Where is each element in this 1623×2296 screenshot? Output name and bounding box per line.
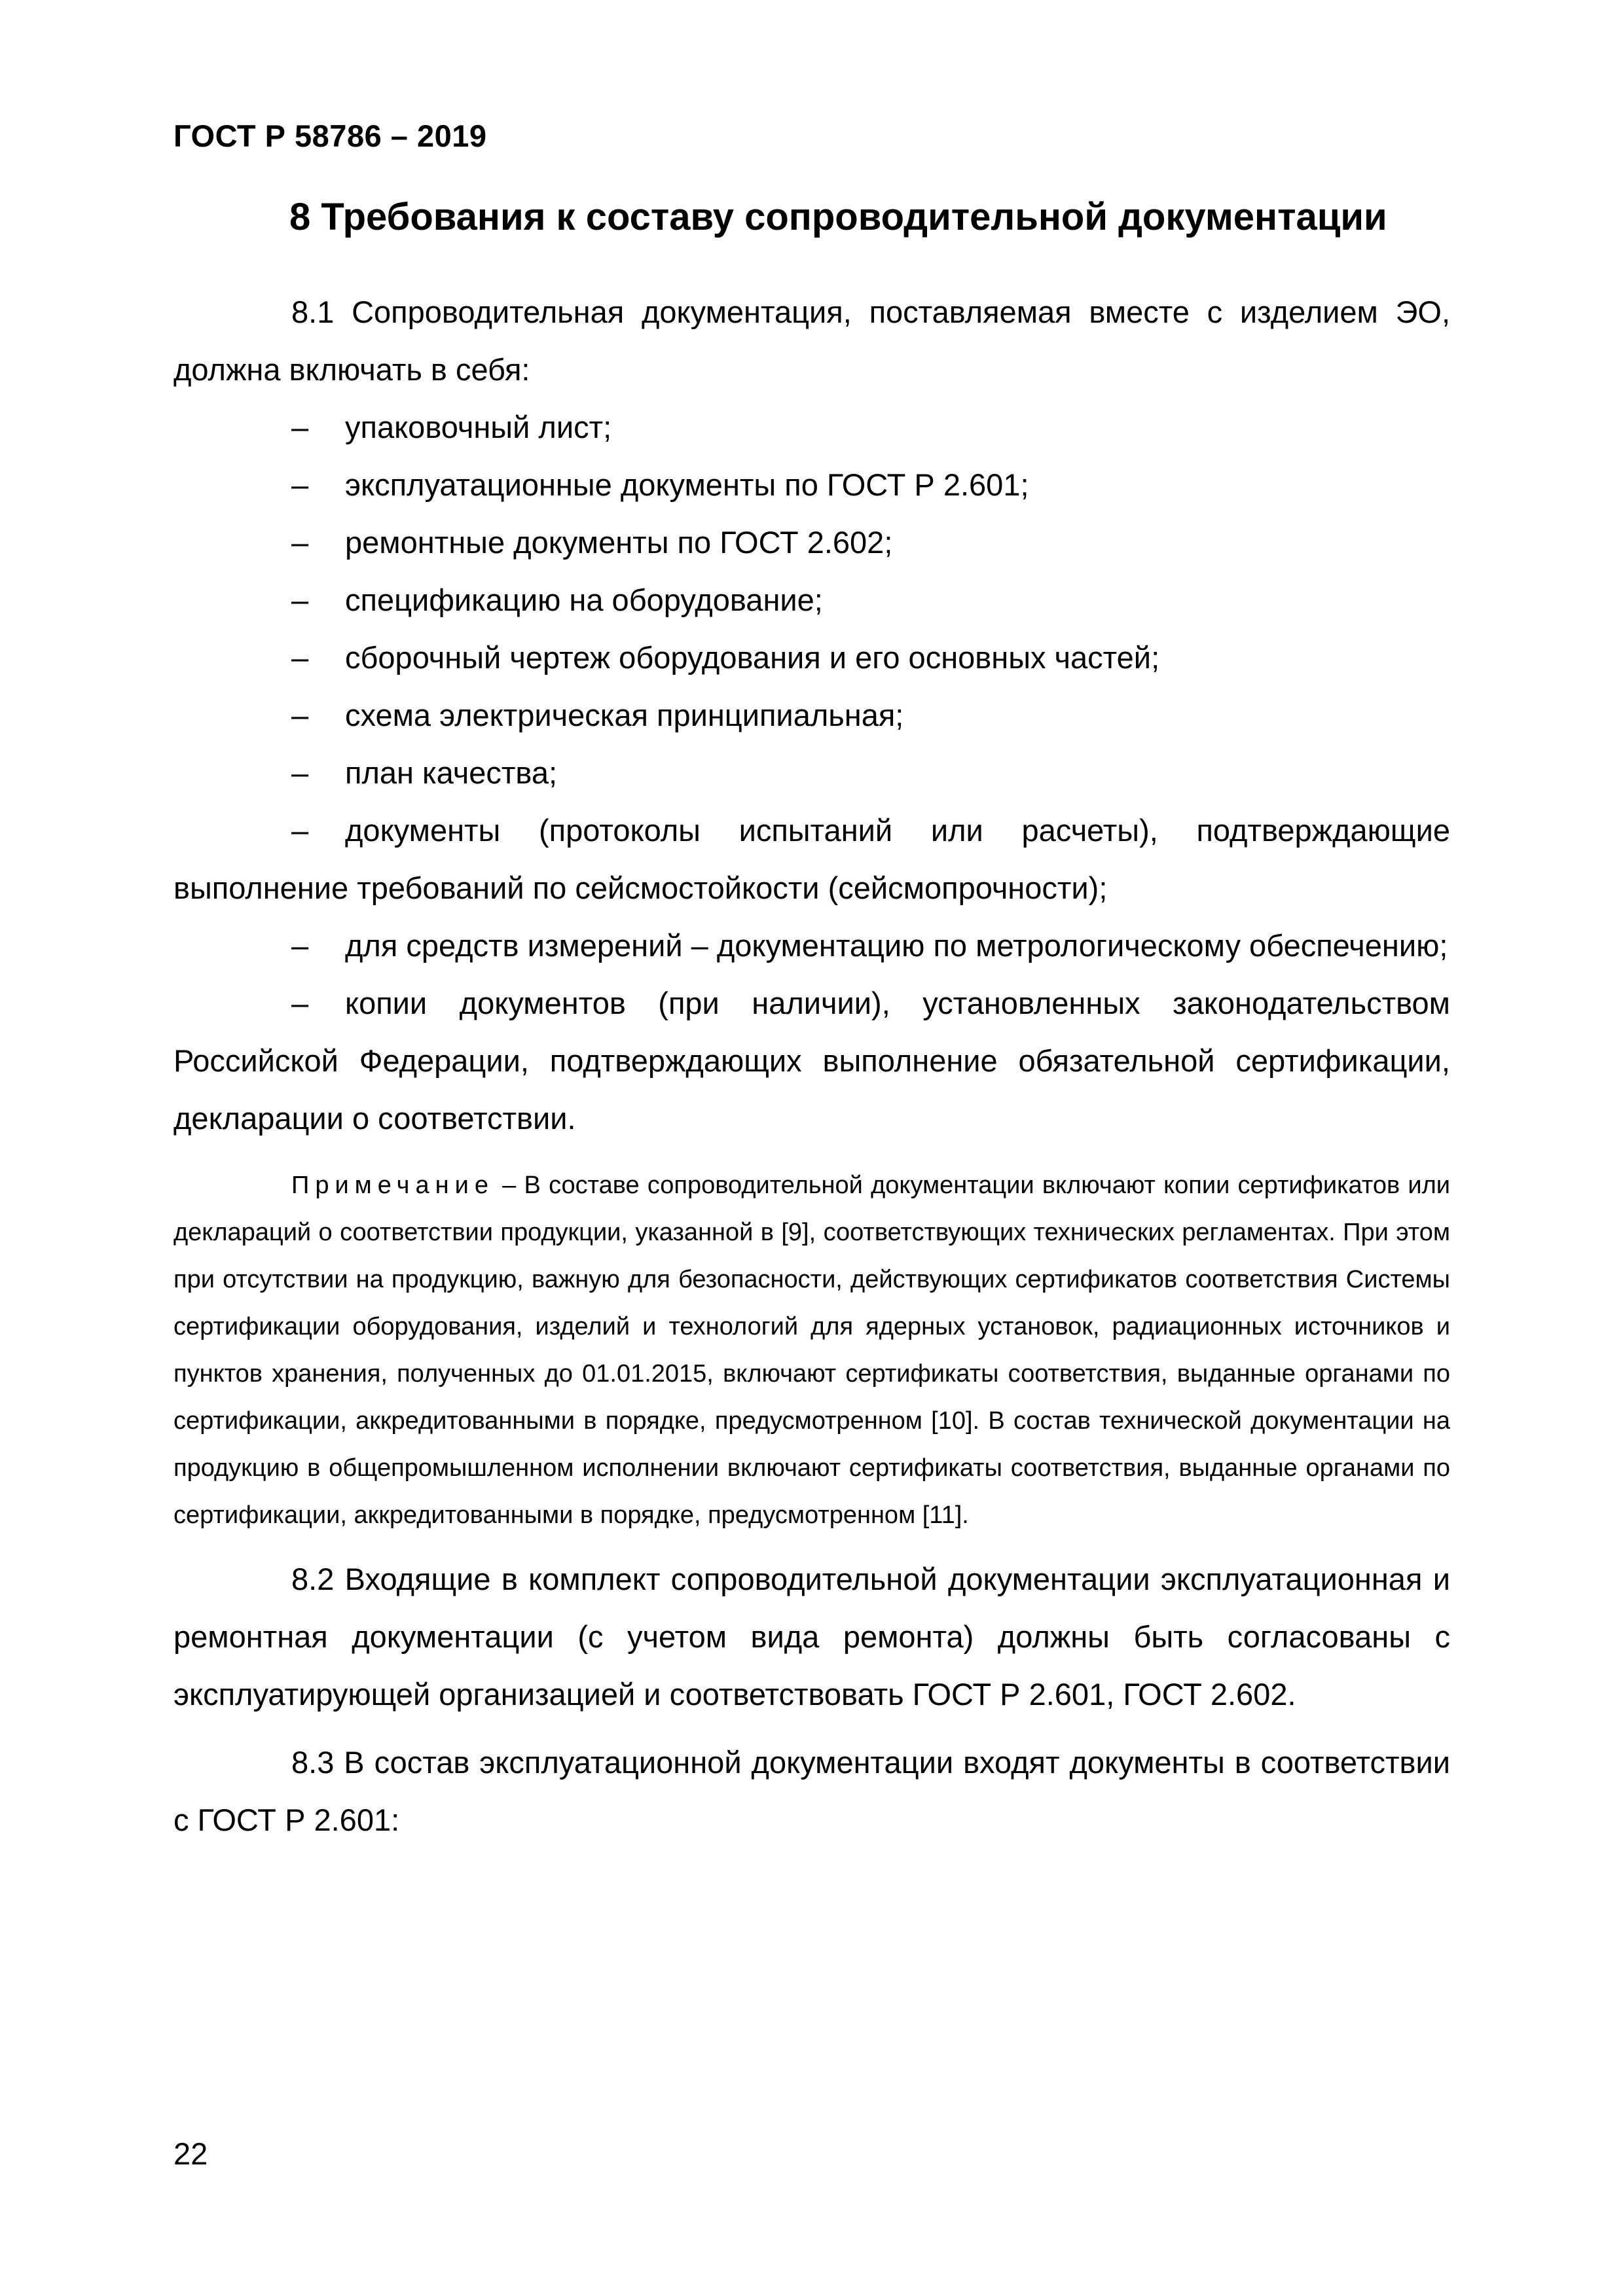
dash-bullet: – [291,986,309,1020]
list-item-text: схема электрическая принципиальная; [345,698,904,732]
document-header: ГОСТ Р 58786 – 2019 [173,118,487,153]
list-item [173,571,1450,629]
page-number: 22 [173,2136,208,2171]
list-item-text: документы (протоколы испытаний или расчеты), подтверждающие выполнение требований по сейсмостойкости (сейсмопрочности); [173,813,1450,905]
dash-bullet: – [291,640,309,675]
note-text: – В составе сопроводительной документации включают копии сертификатов или деклараций о соответствии продукции, указанной в [9], соответствующих технических регламентах. При этом при отсутствии на продукцию, важную для безопасности, действующих сертификатов соответствия Системы сертификации оборудования, изделий и технологий для ядерных установок, радиационных источников и пунктов хранения, полученных до 01.01.2015, включают сертификаты соответствия, выданные органами по сертификации, аккредитованными в порядке, предусмотренном [10]. В состав технической документации на продукцию в общепромышленном исполнении включают сертификаты соответствия, выданные органами по сертификации, аккредитованными в порядке, предусмотренном [11]. [173,1172,1450,1529]
list-item [173,629,1450,687]
list-item [173,399,1450,456]
dash-bullet: – [291,755,309,790]
requirements-list [173,399,1450,1147]
dash-bullet: – [291,698,309,732]
paragraph-8-3: 8.3 В состав эксплуатационной документации входят документы в соответствии с ГОСТ Р 2.601: [173,1745,1450,1837]
dash-bullet: – [291,583,309,617]
dash-bullet: – [291,813,309,848]
list-item-text: для средств измерений – документацию по метрологическому обеспечению; [345,928,1448,963]
document-body [173,283,1450,1849]
list-item-text: эксплуатационные документы по ГОСТ Р 2.601; [345,467,1029,502]
dash-bullet: – [291,410,309,444]
note-block [173,1162,1450,1539]
list-item [173,802,1450,917]
list-item-text: ремонтные документы по ГОСТ 2.602; [345,525,893,560]
section-title: 8 Требования к составу сопроводительной документации [289,196,1387,238]
note-label: Примечание [291,1172,494,1199]
paragraph-8-2: 8.2 Входящие в комплект сопроводительной документации эксплуатационная и ремонтная документации (с учетом вида ремонта) должны быть согласованы с эксплуатирующей организацией и соответствовать ГОСТ Р 2.601, ГОСТ 2.602. [173,1562,1450,1712]
list-item-text: сборочный чертеж оборудования и его основных частей; [345,640,1160,675]
list-item [173,456,1450,514]
list-item-text: упаковочный лист; [345,410,612,444]
dash-bullet: – [291,928,309,963]
dash-bullet: – [291,525,309,560]
list-item [173,514,1450,571]
list-item [173,687,1450,744]
list-item-text: план качества; [345,755,558,790]
list-item-text: спецификацию на оборудование; [345,583,823,617]
list-item [173,744,1450,802]
list-item [173,917,1450,975]
paragraph-8-1: 8.1 Сопроводительная документация, поставляемая вместе с изделием ЭО, должна включать в себя: [173,295,1450,387]
list-item-text: копии документов (при наличии), установленных законодательством Российской Федерации, подтверждающих выполнение обязательной сертификации, декларации о соответствии. [173,986,1450,1136]
dash-bullet: – [291,467,309,502]
list-item [173,975,1450,1147]
